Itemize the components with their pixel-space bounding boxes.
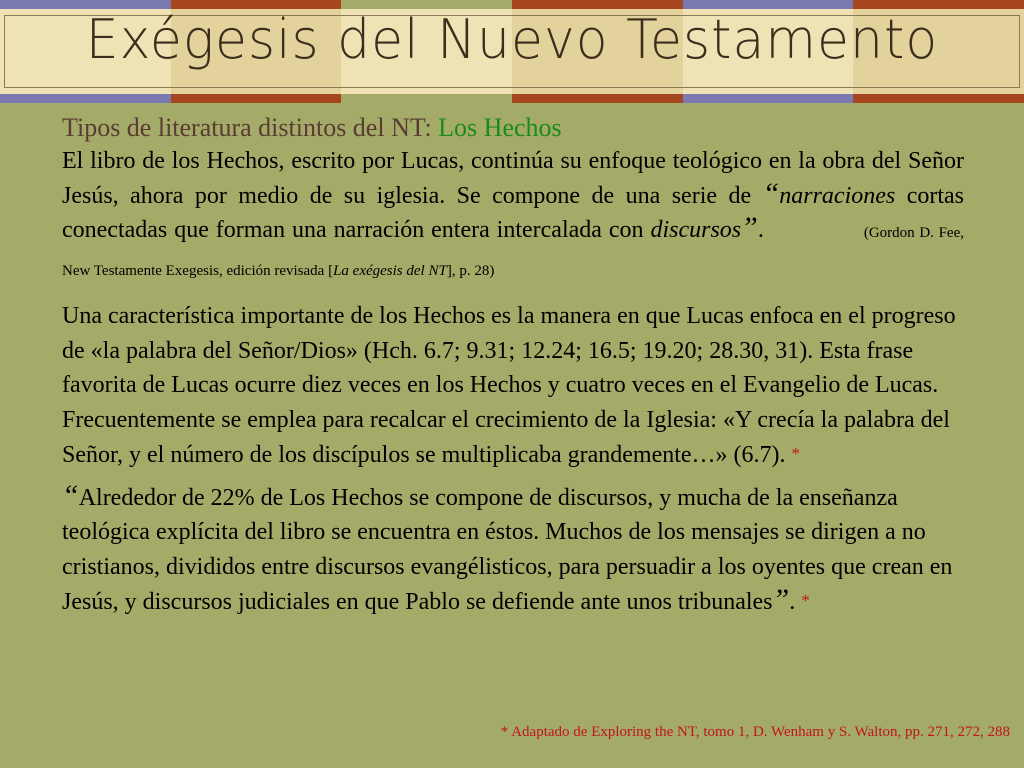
- para1-text-b: cortas conectadas que forman una narración entera intercalada con: [62, 182, 964, 243]
- subtitle-prefix: Tipos de literatura distintos del NT:: [62, 113, 439, 142]
- open-quote: “: [762, 176, 780, 210]
- paragraph-3: [62, 478, 964, 620]
- close-quote: ”: [741, 211, 758, 244]
- footnote: * Adaptado de Exploring the NT, tomo 1, D. Wenham y S. Walton, pp. 271, 272, 288: [500, 724, 1010, 740]
- slide-title: Exégesis del Nuevo Testamento: [85, 8, 939, 72]
- para2-asterisk: *: [791, 444, 801, 463]
- para3-open-quote: “: [62, 478, 79, 512]
- subtitle: [62, 112, 964, 144]
- subtitle-highlight: Los Hechos: [438, 113, 562, 142]
- slide-content: [62, 112, 964, 620]
- citation-italic: La exégesis del NT: [333, 262, 447, 279]
- para3-period: .: [789, 589, 802, 615]
- para3-asterisk: *: [801, 591, 810, 610]
- italic-narraciones: narraciones: [779, 182, 896, 209]
- citation-b: ], p. 28): [446, 262, 495, 279]
- para3-text: Alrededor de 22% de Los Hechos se compone de discursos, y mucha de la enseñanza teológica explícita del libro se encuentra en éstos. Muchos de los mensajes se dirigen a no cristianos, divididos entre discursos evangélisticos, para persuadir a los oyentes que crean en Jesús, y discursos judiciales en que Pablo se defiende ante unos tribunales: [62, 484, 953, 615]
- italic-discursos: discursos: [650, 217, 742, 243]
- bottom-stripe: [0, 94, 1024, 103]
- para3-close-quote: ”: [772, 583, 790, 616]
- paragraph-2: [62, 299, 964, 473]
- para1-text-a: El libro de los Hechos, escrito por Lucas, continúa su enfoque teológico en la obra del Señor Jesús, ahora por medio de su iglesia. Se compone de una serie de: [62, 148, 964, 209]
- paragraph-1: [62, 144, 964, 288]
- citation-a: (Gordon D. Fee, New Testamente Exegesis, edición revisada [: [62, 225, 964, 279]
- para2-text: Una característica importante de los Hechos es la manera en que Lucas enfoca en el progreso de «la palabra del Señor/Dios» (Hch. 6.7; 9.31; 12.24; 16.5; 19.20; 28.30, 31). Esta frase favorita de Lucas ocurre diez veces en los Hechos y cuatro veces en el Evangelio de Lucas. Frecuentemente se emplea para recalcar el crecimiento de la Iglesia: «Y crecía la palabra del Señor, y el número de los discípulos se multiplicaba grandemente…» (6.7).: [62, 303, 956, 468]
- para1-period: .: [757, 217, 764, 243]
